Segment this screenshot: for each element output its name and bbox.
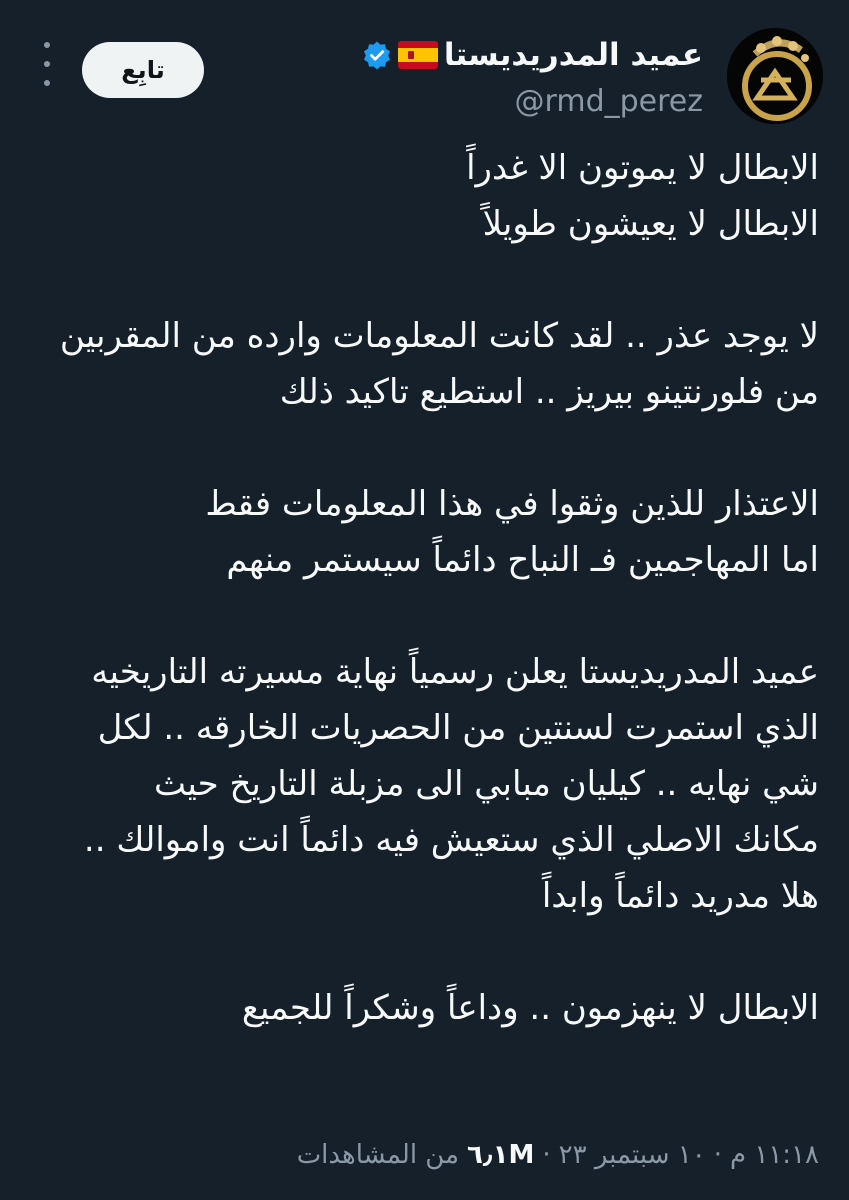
verified-badge-icon <box>362 40 392 70</box>
tweet-line: لا يوجد عذر .. لقد كانت المعلومات وارده من المقربين <box>59 316 819 356</box>
tweet-blank-line <box>19 924 819 980</box>
tweet-line: شي نهايه .. كيليان مبابي الى مزبلة التاريخ حيث <box>154 764 819 804</box>
tweet-line: عميد المدريديستا يعلن رسمياً نهاية مسيرته التاريخيه <box>91 652 819 692</box>
avatar[interactable] <box>727 28 823 124</box>
follow-button[interactable]: تابِع <box>82 42 204 98</box>
tweet-line: الابطال لا يموتون الا غدراً <box>466 148 819 188</box>
tweet-blank-line <box>19 420 819 476</box>
tweet-line: اما المهاجمين فـ النباح دائماً سيستمر منهم <box>226 540 819 580</box>
author-block <box>283 30 703 119</box>
dot <box>44 61 50 67</box>
tweet-line: مكانك الاصلي الذي ستعيش فيه دائماً انت واموالك .. <box>83 820 819 860</box>
tweet-meta <box>297 1140 819 1170</box>
meta-separator: · <box>713 1140 722 1170</box>
meta-separator: · <box>542 1140 551 1170</box>
dot <box>44 42 50 48</box>
tweet-blank-line <box>19 252 819 308</box>
views-label: من المشاهدات <box>296 1140 460 1170</box>
name-row <box>283 30 703 80</box>
tweet-line: الاعتذار للذين وثقوا في هذا المعلومات فقط <box>205 484 819 524</box>
real-madrid-crest-icon <box>727 28 823 124</box>
tweet-line: الذي استمرت لسنتين من الحصريات الخارقه .. لكل <box>97 708 819 748</box>
tweet-line: الابطال لا ينهزمون .. وداعاً وشكراً للجميع <box>241 988 819 1028</box>
tweet-time[interactable]: ١١:١٨ م <box>730 1140 819 1170</box>
tweet-date[interactable]: ١٠ سبتمبر ٢٣ <box>558 1140 706 1170</box>
spain-flag-icon <box>398 41 438 69</box>
user-handle[interactable]: @rmd_perez <box>514 84 703 119</box>
dot <box>44 80 50 86</box>
tweet-line: من فلورنتينو بيريز .. استطيع تاكيد ذلك <box>279 372 819 412</box>
tweet-blank-line <box>19 588 819 644</box>
display-name[interactable]: عميد المدريديستا <box>443 37 703 73</box>
tweet-text <box>19 140 819 1036</box>
tweet-line: هلا مدريد دائماً وابداً <box>541 876 819 916</box>
more-options-icon[interactable] <box>38 42 56 86</box>
views-count: ٦٫١M <box>467 1140 535 1170</box>
tweet-line: الابطال لا يعيشون طويلاً <box>482 204 819 244</box>
